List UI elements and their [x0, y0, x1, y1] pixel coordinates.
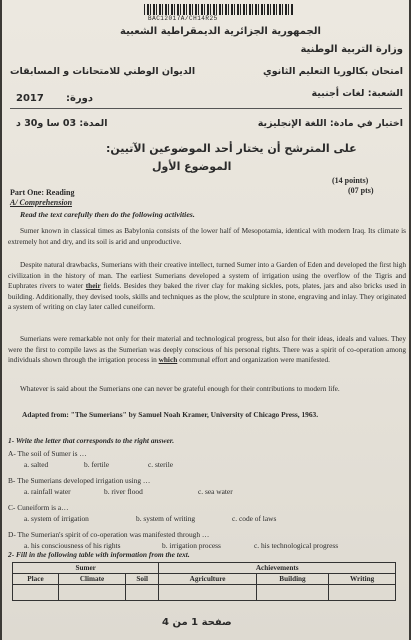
cell-agriculture [159, 585, 256, 601]
topic-title: الموضوع الأول [152, 160, 232, 173]
ministry: وزارة التربية الوطنية [300, 44, 403, 55]
q1c-stem: C- Cuneiform is a… [8, 503, 69, 512]
q1a-option-b: b. fertile [84, 460, 110, 469]
barcode-text: BAC12017A/CH14R25 [148, 15, 218, 22]
q1a-stem: A- The soil of Sumer is … [8, 449, 87, 458]
q1c-option-c: c. code of laws [232, 514, 277, 523]
q1-title: 1- Write the letter that corresponds to the right answer. [8, 436, 175, 445]
q1a-option-a: a. salted [24, 460, 49, 469]
exam-office: الديوان الوطني للامتحانات و المسابقات [10, 66, 196, 77]
paragraph-4: Whatever is said about the Sumerians one can never be grateful enough for their contributions to modern life. [20, 384, 340, 393]
header-agriculture: Agriculture [159, 574, 256, 585]
header-sumer: Sumer [13, 563, 159, 574]
cell-soil [126, 585, 159, 601]
underlined-their: their [85, 281, 101, 291]
reading-instruction: Read the text carefully then do the following activities. [20, 210, 195, 219]
barcode [144, 4, 294, 15]
q1b-option-a: a. rainfall water [24, 487, 71, 496]
q1b-option-c: c. sea water [198, 487, 233, 496]
q1d-option-c: c. his technological progress [254, 541, 339, 550]
comprehension-title: A/ Comprehension [10, 198, 73, 207]
subject: اختبار في مادة: اللغة الإنجليزية [257, 118, 403, 129]
header-climate: Climate [58, 574, 125, 585]
q2-title: 2- Fill in the following table with information from the text. [8, 550, 190, 559]
header-achievements: Achievements [159, 563, 396, 574]
q1d-option-a: a. his consciousness of his rights [24, 541, 121, 550]
republic-title: الجمهورية الجزائرية الديمقراطية الشعبية [120, 26, 321, 37]
exam-paper [2, 0, 409, 640]
header-soil: Soil [126, 574, 159, 585]
comprehension-points: (07 pts) [348, 186, 374, 195]
paragraph-2: Despite natural drawbacks, Sumerians with their creative intellect, turned Sumer into a Garden of Eden and developed the first high civilization in the history of man. The earliest Sumerians developed a system of irrigation using the overflow of the Tigris and Euphrates rivers to water their fields. Besides they baked the river clay for making sickles, pots, plates, jars and also bricks used in building. Additionally, they devised tools, skills and techniques as the plow, the sculpture in stone, engraving and inlay. They originated a system of writing on clay later called cuneiform. [8, 260, 406, 312]
part-one-points: (14 points) [332, 176, 369, 185]
duration: المدة: 03 سا و30 د [16, 118, 108, 129]
session-label: دورة: [66, 93, 94, 104]
q1d-stem: D- The Sumerian's spirit of co-operation was manifested through … [8, 530, 210, 539]
session-year: 2017 [16, 93, 44, 104]
q1c-option-b: b. system of writing [136, 514, 196, 523]
instruction-arabic: على المترشح أن يختار أحد الموضوعين الآتيين: [106, 142, 357, 155]
exam-name: امتحان بكالوريا التعليم الثانوي [262, 66, 403, 77]
paragraph-1: Sumer known in classical times as Babylonia consists of the lower half of Mesopotamia, identical with modern Iraq. Its climate is extremely hot and dry, and its soil is arid and unproductive. [8, 226, 406, 246]
q1d-option-b: b. irrigation process [162, 541, 221, 550]
q1b-stem: B- The Sumerians developed irrigation using … [8, 476, 151, 485]
header-writing: Writing [329, 574, 396, 585]
cell-place [13, 585, 59, 601]
page-number: صفحة 1 من 4 [162, 617, 232, 628]
cell-climate [58, 585, 125, 601]
cell-building [256, 585, 328, 601]
q1a-option-c: c. sterile [148, 460, 174, 469]
header-place: Place [13, 574, 59, 585]
q1c-option-a: a. system of irrigation [24, 514, 89, 523]
part-one-title: Part One: Reading [10, 188, 75, 197]
stream: الشعبة: لغات أجنبية [311, 88, 403, 99]
source-citation: Adapted from: "The Sumerians" by Samuel Noah Kramer, University of Chicago Press, 1963. [22, 410, 319, 419]
header-divider [10, 108, 402, 109]
underlined-which: which [158, 355, 178, 365]
paragraph-3: Sumerians were remarkable not only for their material and technological progress, but also for their ideas, ideals and values. They were the first to compile laws as the Sumerian was deeply conscious of his personal rights. There was a spirit of co-operation among individuals shown through the irrigation process in which communal effort and organization were manifested. [8, 334, 406, 365]
header-building: Building [256, 574, 328, 585]
cell-writing [329, 585, 396, 601]
achievements-table [12, 562, 396, 601]
q1b-option-b: b. river flood [104, 487, 143, 496]
